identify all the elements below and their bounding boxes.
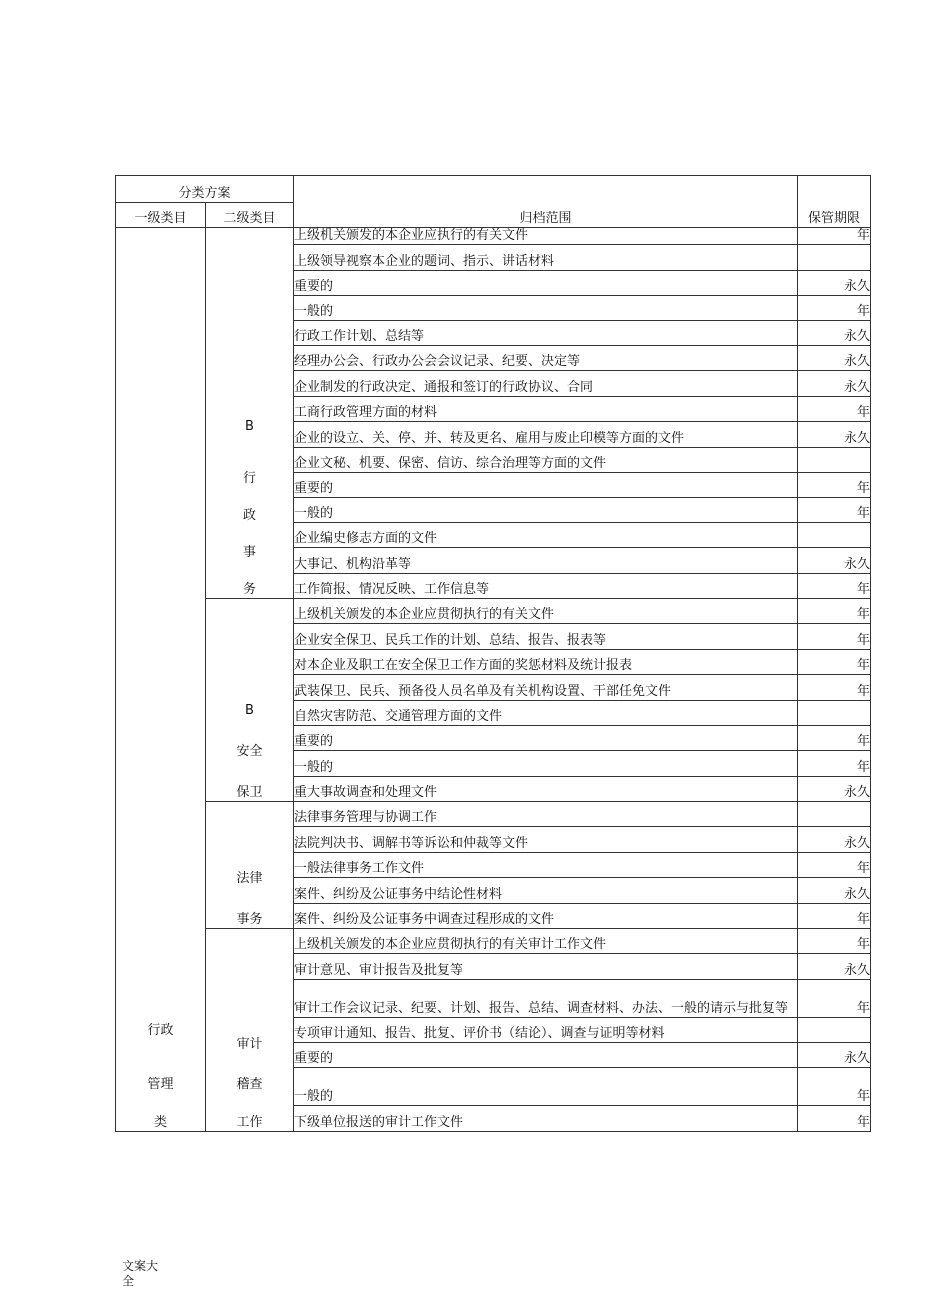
level2-category-line: 保卫: [236, 785, 263, 800]
retention-period-cell: 年: [798, 1106, 871, 1132]
archive-scope-cell: 一般法律事务工作文件: [294, 853, 798, 878]
retention-period-cell: [798, 802, 871, 827]
level2-category-line: 政: [243, 508, 257, 523]
retention-period-cell: 永久: [798, 422, 871, 448]
retention-period-cell: 永久: [798, 548, 871, 574]
retention-period-cell: 年: [798, 574, 871, 599]
archive-scope-cell: 重要的: [294, 271, 798, 296]
retention-period-cell: [798, 523, 871, 548]
level2-category-line: 事: [243, 545, 257, 560]
archive-scope-cell: 一般的: [294, 1068, 798, 1106]
retention-period-cell: 永久: [798, 321, 871, 346]
retention-period-cell: 年: [798, 296, 871, 321]
retention-period-cell: 年: [798, 904, 871, 929]
archive-scope-cell: 企业安全保卫、民兵工作的计划、总结、报告、报表等: [294, 624, 798, 650]
archive-scope-cell: 企业文秘、机要、保密、信访、综合治理等方面的文件: [294, 448, 798, 473]
level2-category-line: 工作: [236, 1115, 263, 1130]
retention-period-cell: 永久: [798, 371, 871, 397]
archive-scope-cell: 重要的: [294, 726, 798, 751]
retention-period-cell: 年: [798, 1068, 871, 1106]
archive-scope-cell: 上级机关颁发的本企业应贯彻执行的有关文件: [294, 599, 798, 624]
archive-scope-cell: 审计工作会议记录、纪要、计划、报告、总结、调查材料、办法、一般的请示与批复等: [294, 980, 798, 1018]
level2-category-line: 务: [243, 582, 257, 597]
retention-period-cell: 年: [798, 980, 871, 1018]
level1-category-cell: [116, 228, 206, 1132]
archive-scope-cell: 法院判决书、调解书等诉讼和仲裁等文件: [294, 827, 798, 853]
archive-scope-cell: 案件、纠纷及公证事务中调查过程形成的文件: [294, 904, 798, 929]
header-period: 保管期限: [798, 176, 871, 228]
retention-period-cell: 年: [798, 675, 871, 701]
archive-scope-cell: 一般的: [294, 498, 798, 523]
retention-period-cell: [798, 245, 871, 271]
footer-text: 文案大全: [122, 1259, 159, 1288]
archive-scope-cell: 上级领导视察本企业的题词、指示、讲话材料: [294, 245, 798, 271]
level2-category-cell: [206, 929, 294, 1132]
level2-category-line: B: [245, 419, 254, 434]
retention-period-cell: 年: [798, 624, 871, 650]
level2-category-line: 事务: [236, 912, 263, 927]
archive-scope-cell: 专项审计通知、报告、批复、评价书（结论）、调查与证明等材料: [294, 1018, 798, 1043]
table-row: [116, 929, 871, 954]
retention-period-cell: 永久: [798, 954, 871, 980]
archive-scope-cell: 行政工作计划、总结等: [294, 321, 798, 346]
header-scheme: 分类方案: [116, 176, 294, 203]
retention-period-cell: 年: [798, 751, 871, 777]
retention-period-cell: 年: [798, 228, 871, 245]
retention-period-cell: 永久: [798, 777, 871, 802]
retention-period-cell: 永久: [798, 1043, 871, 1068]
archive-scope-cell: 重要的: [294, 473, 798, 498]
level1-category-line: 管理: [147, 1077, 174, 1092]
archive-classification-table: [115, 175, 871, 1132]
table-row: [116, 599, 871, 624]
archive-scope-cell: 经理办公会、行政办公会会议记录、纪要、决定等: [294, 346, 798, 371]
level2-category-line: 行: [243, 471, 257, 486]
archive-scope-cell: 对本企业及职工在安全保卫工作方面的奖惩材料及统计报表: [294, 650, 798, 675]
level2-category-line: 法律: [236, 871, 263, 886]
retention-period-cell: [798, 1018, 871, 1043]
archive-scope-cell: 武装保卫、民兵、预备役人员名单及有关机构设置、干部任免文件: [294, 675, 798, 701]
level2-category-cell: [206, 599, 294, 802]
level2-category-line: 审计: [236, 1037, 263, 1052]
archive-scope-cell: 大事记、机构沿革等: [294, 548, 798, 574]
archive-scope-cell: 法律事务管理与协调工作: [294, 802, 798, 827]
level2-category-line: 安全: [236, 744, 263, 759]
archive-scope-cell: 企业的设立、关、停、并、转及更名、雇用与废止印模等方面的文件: [294, 422, 798, 448]
retention-period-cell: [798, 701, 871, 726]
level2-category-cell: [206, 228, 294, 599]
retention-period-cell: [798, 448, 871, 473]
archive-scope-cell: 案件、纠纷及公证事务中结论性材料: [294, 878, 798, 904]
retention-period-cell: 永久: [798, 346, 871, 371]
header-row-1: [116, 176, 871, 203]
archive-scope-cell: 工商行政管理方面的材料: [294, 397, 798, 422]
level1-category-line: 行政: [147, 1023, 174, 1038]
archive-scope-cell: 自然灾害防范、交通管理方面的文件: [294, 701, 798, 726]
table-row: [116, 228, 871, 245]
archive-scope-cell: 工作简报、情况反映、工作信息等: [294, 574, 798, 599]
table-row: [116, 802, 871, 827]
archive-scope-cell: 审计意见、审计报告及批复等: [294, 954, 798, 980]
archive-scope-cell: 下级单位报送的审计工作文件: [294, 1106, 798, 1132]
retention-period-cell: 永久: [798, 827, 871, 853]
level1-category-line: 类: [153, 1115, 167, 1130]
archive-scope-cell: 一般的: [294, 296, 798, 321]
archive-scope-cell: 企业制发的行政决定、通报和签订的行政协议、合同: [294, 371, 798, 397]
retention-period-cell: 年: [798, 498, 871, 523]
retention-period-cell: 年: [798, 853, 871, 878]
header-level2: 二级类目: [206, 203, 294, 228]
retention-period-cell: 永久: [798, 271, 871, 296]
retention-period-cell: 年: [798, 473, 871, 498]
level2-category-line: 稽查: [236, 1077, 263, 1092]
archive-scope-cell: 一般的: [294, 751, 798, 777]
archive-scope-cell: 企业编史修志方面的文件: [294, 523, 798, 548]
archive-scope-cell: 上级机关颁发的本企业应执行的有关文件: [294, 228, 798, 245]
header-level1: 一级类目: [116, 203, 206, 228]
retention-period-cell: 年: [798, 599, 871, 624]
header-scope: 归档范围: [294, 176, 798, 228]
level2-category-cell: [206, 802, 294, 929]
retention-period-cell: 永久: [798, 878, 871, 904]
level2-category-line: B: [245, 703, 254, 718]
retention-period-cell: 年: [798, 650, 871, 675]
archive-scope-cell: 重大事故调查和处理文件: [294, 777, 798, 802]
retention-period-cell: 年: [798, 929, 871, 954]
retention-period-cell: 年: [798, 397, 871, 422]
archive-scope-cell: 上级机关颁发的本企业应贯彻执行的有关审计工作文件: [294, 929, 798, 954]
archive-scope-cell: 重要的: [294, 1043, 798, 1068]
retention-period-cell: 年: [798, 726, 871, 751]
